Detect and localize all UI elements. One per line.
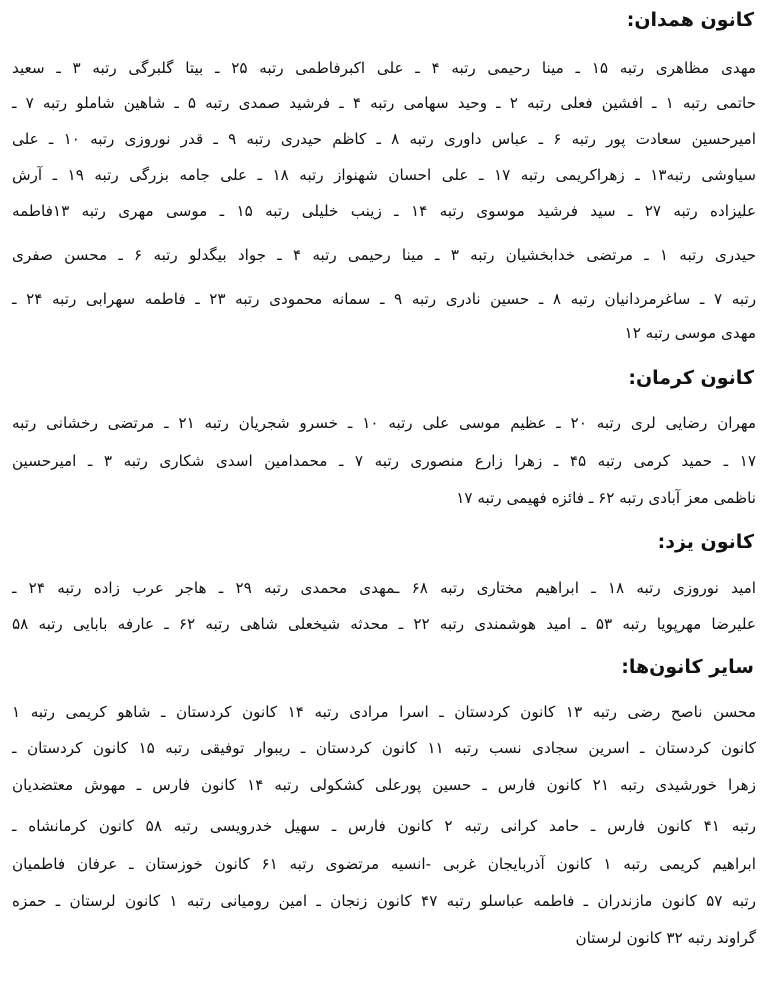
text-line: ناظمی معز آبادی رتبه ۶۲ ـ فائزه فهیمی رتبه ۱۷ [456,489,756,507]
text-line: رتبه ۵۷ کانون مازندران ـ فاطمه عباسلو رتبه ۴۷ کانون زنجان ـ امین رومیانی رتبه ۱ کانون لرستان ـ حمزه [12,892,756,910]
text-line: محسن ناصح رضی رتبه ۱۳ کانون کردستان ـ اسرا مرادی رتبه ۱۴ کانون کردستان ـ شاهو کریمی رتبه ۱ [12,703,756,721]
section-heading-kerman: کانون کرمان: [628,367,754,389]
text-line: امیرحسین سعادت پور رتبه ۶ ـ عباس داوری رتبه ۸ ـ کاظم حیدری رتبه ۹ ـ قدر نوروزی رتبه ۱۰ ـ علی [12,130,756,148]
section-heading-others: سایر کانون‌ها: [621,656,754,678]
text-line: کانون کردستان ـ اسرین سجادی نسب رتبه ۱۱ کانون کردستان ـ ریبوار توفیقی رتبه ۱۵ کانون کردستان ـ [12,739,757,757]
text-line: امید نوروزی رتبه ۱۸ ـ ابراهیم مختاری رتبه ۶۸ ـمهدی محمدی رتبه ۲۹ ـ هاجر عرب زاده رتبه ۲۴ ـ [12,579,757,597]
text-line: زهرا خورشیدی رتبه ۲۱ کانون فارس ـ حسین پورعلی کشکولی رتبه ۱۴ کانون فارس ـ مهوش معتضدیان [12,776,756,794]
text-line: علیزاده رتبه ۲۷ ـ سید فرشید موسوی رتبه ۱۴ ـ زینب خلیلی رتبه ۱۵ ـ موسی مهری رتبه ۱۳فاطمه [12,202,757,220]
text-line: ۱۷ ـ حمید کرمی رتبه ۴۵ ـ زهرا زارع منصوری رتبه ۷ ـ محمدامین اسدی شکاری رتبه ۳ ـ امیرحسین [12,452,756,470]
section-heading-hamedan: کانون همدان: [626,9,754,31]
section-heading-yazd: کانون یزد: [657,531,754,553]
text-line: مهران رضایی لری رتبه ۲۰ ـ عظیم موسی علی رتبه ۱۰ ـ خسرو شجریان رتبه ۲۱ ـ مرتضی رخشانی رتبه [12,414,756,432]
text-line: مهدی موسی رتبه ۱۲ [624,324,756,342]
text-line: علیرضا مهرپویا رتبه ۵۳ ـ امید هوشمندی رتبه ۲۲ ـ محدثه شیخعلی شاهی رتبه ۶۲ ـ عارفه بابایی رتبه ۵۸ [12,615,756,633]
text-line: حاتمی رتبه ۱ ـ افشین فعلی رتبه ۲ ـ وحید سهامی رتبه ۴ ـ فرشید صمدی رتبه ۵ ـ شاهین شاملو رتبه ۷ ـ [12,94,756,112]
text-line: رتبه ۷ ـ ساغرمردانیان رتبه ۸ ـ حسین نادری رتبه ۹ ـ سمانه محمودی رتبه ۲۳ ـ فاطمه سهرابی رتبه ۲۴ ـ [12,290,757,308]
text-line: مهدی مظاهری رتبه ۱۵ ـ مینا رحیمی رتبه ۴ ـ علی اکبرفاطمی رتبه ۲۵ ـ بیتا گلبرگی رتبه ۳ ـ سعید [12,59,756,77]
text-line: سیاوشی رتبه۱۳ ـ زهراکریمی رتبه ۱۷ ـ علی احسان شهنواز رتبه ۱۸ ـ علی جامه بزرگی رتبه ۱۹ ـ آرش [12,166,756,184]
text-line: ابراهیم کریمی رتبه ۱ کانون آذربایجان غربی -انسیه مرتضوی رتبه ۶۱ کانون خوزستان ـ عرفان فاطمیان [12,855,756,873]
text-line: گراوند رتبه ۳۲ کانون لرستان [575,929,756,947]
text-line: حیدری رتبه ۱ ـ مرتضی خدابخشیان رتبه ۳ ـ مینا رحیمی رتبه ۴ ـ جواد بیگدلو رتبه ۶ ـ محسن صفری [12,246,756,264]
text-line: رتبه ۴۱ کانون فارس ـ حامد کرانی رتبه ۲ کانون فارس ـ سهیل خدرویسی رتبه ۵۸ کانون کرمانشاه ـ [12,817,757,835]
